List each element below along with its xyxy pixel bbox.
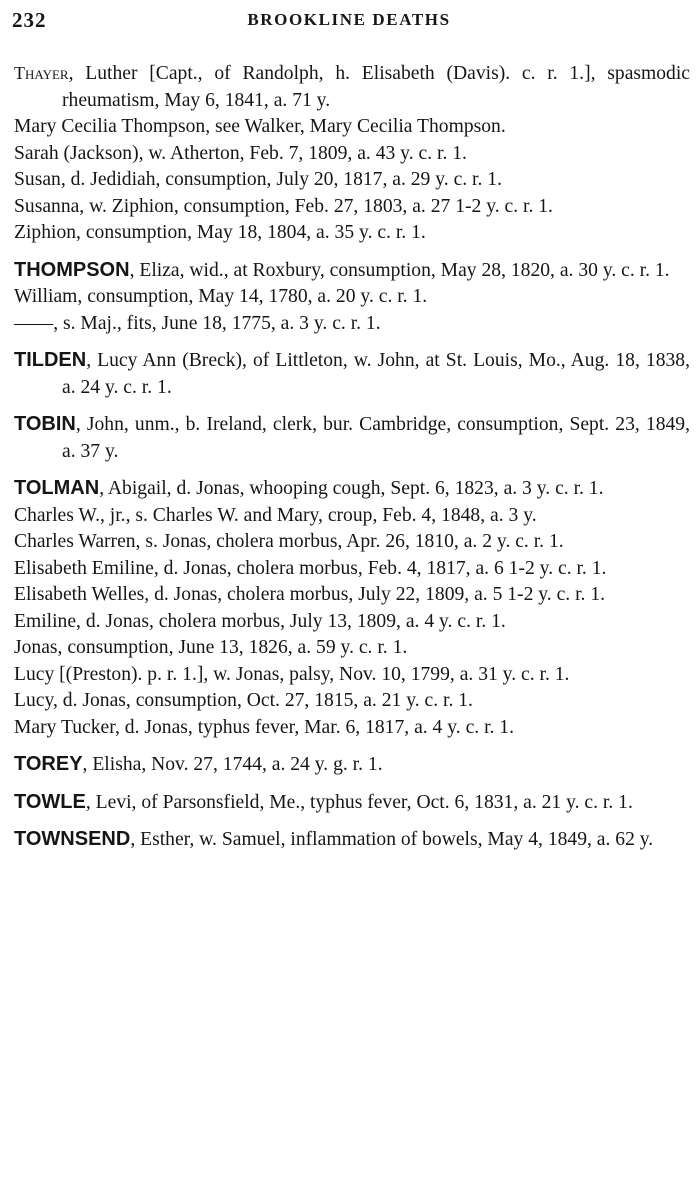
- record-text: , John, unm., b. Ireland, clerk, bur. Cambridge, consumption, Sept. 23, 1849, a. 37 y.: [62, 414, 690, 462]
- record-text: , Abigail, d. Jonas, whooping cough, Sept. 6, 1823, a. 3 y. c. r. 1.: [99, 478, 604, 499]
- record-text: Charles Warren, s. Jonas, cholera morbus, Apr. 26, 1810, a. 2 y. c. r. 1.: [14, 531, 564, 552]
- record-text: Sarah (Jackson), w. Atherton, Feb. 7, 1809, a. 43 y. c. r. 1.: [14, 142, 467, 164]
- death-record: [14, 688, 690, 715]
- death-record: [14, 167, 690, 194]
- death-record: [14, 826, 690, 854]
- record-surname: TOWLE: [14, 790, 86, 813]
- record-text: , Lucy Ann (Breck), of Littleton, w. John, at St. Louis, Mo., Aug. 18, 1838, a. 24 y. c. r. 1.: [62, 350, 690, 398]
- record-text: Jonas, consumption, June 13, 1826, a. 59 y. c. r. 1.: [14, 637, 408, 658]
- record-text: Susanna, w. Ziphion, consumption, Feb. 27, 1803, a. 27 1-2 y. c. r. 1.: [14, 195, 553, 217]
- record-text: Emiline, d. Jonas, cholera morbus, July 13, 1809, a. 4 y. c. r. 1.: [14, 610, 506, 632]
- record-text: , Esther, w. Samuel, inflammation of bowels, May 4, 1849, a. 62 y.: [130, 829, 654, 850]
- record-surname: TOBIN: [14, 413, 76, 435]
- record-surname: TILDEN: [14, 349, 87, 371]
- record-surname: TOREY: [14, 753, 83, 775]
- death-record: [14, 311, 690, 338]
- death-record: [14, 556, 690, 583]
- death-record: [14, 529, 690, 556]
- death-record: [14, 257, 690, 285]
- record-surname: TOLMAN: [14, 477, 100, 499]
- record-surname: THOMPSON: [14, 258, 130, 281]
- record-text: , Elisha, Nov. 27, 1744, a. 24 y. g. r. 1.: [82, 754, 383, 775]
- death-record: [14, 635, 690, 662]
- page-number: 232: [12, 8, 47, 32]
- page-header-title: BROOKLINE DEATHS: [247, 10, 451, 29]
- record-text: , Luther [Capt., of Randolph, h. Elisabeth (Davis). c. r. 1.], spasmodic rheumatism, May 6, 1841, a. 71 y.: [62, 63, 690, 111]
- record-text: Susan, d. Jedidiah, consumption, July 20, 1817, a. 29 y. c. r. 1.: [14, 169, 502, 190]
- death-record: [14, 609, 690, 636]
- record-text: Ziphion, consumption, May 18, 1804, a. 35 y. c. r. 1.: [14, 222, 426, 243]
- record-text: ——, s. Maj., fits, June 18, 1775, a. 3 y. c. r. 1.: [14, 312, 381, 334]
- death-record: [14, 284, 690, 311]
- death-record: [14, 347, 690, 401]
- death-record: [14, 60, 690, 114]
- record-text: Lucy [(Preston). p. r. 1.], w. Jonas, palsy, Nov. 10, 1799, a. 31 y. c. r. 1.: [14, 663, 570, 685]
- record-text: William, consumption, May 14, 1780, a. 20 y. c. r. 1.: [14, 286, 428, 307]
- death-record: [14, 715, 690, 742]
- running-head: [12, 8, 686, 34]
- death-record: [14, 751, 690, 779]
- death-record: [14, 475, 690, 503]
- record-text: Elisabeth Welles, d. Jonas, cholera morbus, July 22, 1809, a. 5 1-2 y. c. r. 1.: [14, 584, 606, 605]
- death-record: [14, 411, 690, 465]
- death-record: [14, 220, 690, 247]
- death-record: [14, 662, 690, 689]
- death-record: [14, 194, 690, 221]
- death-record: [14, 141, 690, 168]
- record-text: , Eliza, wid., at Roxbury, consumption, May 28, 1820, a. 30 y. c. r. 1.: [129, 259, 670, 281]
- record-text: , Levi, of Parsonsfield, Me., typhus fever, Oct. 6, 1831, a. 21 y. c. r. 1.: [85, 791, 633, 813]
- record-surname: TOWNSEND: [14, 828, 131, 850]
- record-text: Lucy, d. Jonas, consumption, Oct. 27, 1815, a. 21 y. c. r. 1.: [14, 690, 473, 711]
- death-records-list: [14, 60, 690, 854]
- record-text: Mary Tucker, d. Jonas, typhus fever, Mar. 6, 1817, a. 4 y. c. r. 1.: [14, 716, 515, 738]
- record-surname: Thayer: [14, 63, 69, 83]
- death-record: [14, 789, 690, 817]
- death-record: [14, 503, 690, 530]
- record-text: Elisabeth Emiline, d. Jonas, cholera morbus, Feb. 4, 1817, a. 6 1-2 y. c. r. 1.: [14, 557, 607, 579]
- death-record: [14, 114, 690, 141]
- record-text: Mary Cecilia Thompson, see Walker, Mary Cecilia Thompson.: [14, 116, 506, 137]
- death-record: [14, 582, 690, 609]
- record-text: Charles W., jr., s. Charles W. and Mary, croup, Feb. 4, 1848, a. 3 y.: [14, 504, 537, 526]
